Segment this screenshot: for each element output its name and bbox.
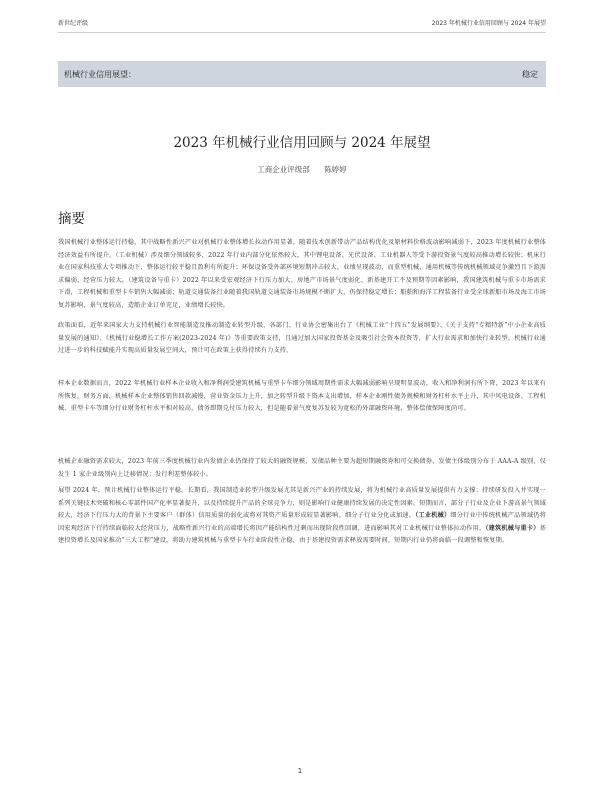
paragraph-5-part1: 展望 2024 年，预计机械行业整体运行平稳。长期看，我国制造业转型升级发展尤其是新兴产业的持续发展，将为机械行业高质量发展提供有力支撑；持续研发投入并实现一系列关键技术突破和核心零部件国产化率显著提升，以及持续提升产品的全球竞争力，则是影响行业健康持续发展的决定性因素。短期而言，部分子行业及企业下游高景气领域较大，经济下行压力大的背景下主要客户（群体）信用质量的弱化或将对其资产质量形成较显著影响。细分子行业分化或加速。	[58, 487, 546, 519]
paragraph-5-bold-industrial: （工业机械）	[415, 512, 451, 519]
header-brand: 新世纪评级	[58, 20, 89, 27]
credit-outlook-bar	[58, 61, 546, 87]
paragraph-4: 机械企业融资需求较大，2023 年前三季度机械行业内发债企业仍保持了较大的融资规模，发债品种主要为超短期融资券和可交换债券，发债主体级别分布于 AAA-A 级别，仅发生 1 家企业级别向上迁移情况；发行利差整体较小。	[58, 458, 546, 478]
paragraph-5-bold-construction: （建筑机械与重卡）	[485, 524, 540, 532]
author-line	[58, 164, 546, 175]
paragraph-1: 我国机械行业整体运行持稳，其中战略性新兴产业对机械行业整体增长拉动作用显著。随着技术创新带动产品结构优化及原材料价格波动影响减弱下，2023 年度机械行业整体经济效益有所提升。（工业机械）涉及细分领域较多，2022 年行业内部分化依然较大，其中锂电设备、光伏设备、工业机器人等受下游投资景气度较高推动增长较快；机床行业在国家科技重大专项推动下，整体运行较平稳且盈利有所提升；环保设备受外部环境短期冲击较大，业绩呈现波动，而重型机械、通用机械等传统机械领域竞争激烈且下游需求偏弱，经营压力较大。（建筑设备与重卡）2022 年以来受宏观经济下行压力加大、房地产市场景气度弱化、新基建开工不及预期等因素影响，我国建筑机械与重卡市场需求下滑，工程机械和重型卡车销售大幅减弱；轨道交通装备行业随着我国轨道交通装备市场规模不断扩大，仍保持稳定增长；船舶和海洋工程装备行业受全球新船市场及海工市场复苏影响，景气度较高，造船企业订单充足，业绩增长较快。	[58, 239, 546, 309]
outlook-value: 稳定	[522, 70, 538, 79]
author-department: 工商企业评级部	[257, 165, 310, 174]
header-doc-title: 2023 年机械行业信用回顾与 2024 年展望	[431, 20, 546, 27]
author-name: 陈婷婷	[324, 165, 347, 174]
paragraph-2: 政策面看，近年来国家大力支持机械行业智能制造及推动制造业转型升级，各部门、行业协会密集出台了《机械工业“十四五”发展纲要》、《关于支持“专精特新”中小企业高质量发展的通知》、《机械行业稳增长工作方案(2023-2024 年)》等重要政策支持，且通过加大国家投资基金及吸引社会资本投资等，扩大行业需求和加快行业转型。机械行业通过进一步的科技赋能升实现高质量发展空间大，预计可在政策上获得持续有力支持。	[58, 322, 546, 354]
outlook-label: 机械行业信用展望：	[64, 70, 136, 79]
section-title-abstract: 摘要	[58, 211, 85, 227]
paragraph-3: 样本企业数据而言，2022 年机械行业样本企业收入和净利润受建筑机械与重型卡车细分领域周期性需求大幅减弱影响呈现明显波动，收入和净利润有所下降，2023 年以来有所恢复。财务方面，机械样本企业整体销售回款减慢，营业资金压力上升，加之转型升级下资本支出增加，样本企业刚性债务规模和财务杠杆水平上升，其中风电设备、工程机械、重型卡车等细分行业财务杠杆水平相对较高，债务即期兑付压力较大，但是随着景气度复苏发较为宽松的外部融资环境，整体偿债保障度尚可。	[58, 380, 546, 412]
paragraph-5	[58, 485, 546, 548]
page-header	[58, 12, 546, 33]
paragraph-5-part2: 细分行业中传统机械产品领域仍将因宏观经济下行持续面临较大经营压力，战略性新兴行业的高端增长将因产能结构性过剩而出现阶段性回调，进而影响其对工业机械行业整体拉动作用。	[58, 512, 546, 532]
report-title: 2023 年机械行业信用回顾与 2024 年展望	[173, 135, 431, 151]
page-number: 1	[297, 767, 303, 775]
paragraph-5-part3: 基建投资增长及国家推动“三大工程”建设，将助力建筑机械与重型卡车行业阶段性企稳，由于基建投资需求释放需要时间，短期内行业仍将面临一段调整和恢复期。	[58, 524, 547, 544]
